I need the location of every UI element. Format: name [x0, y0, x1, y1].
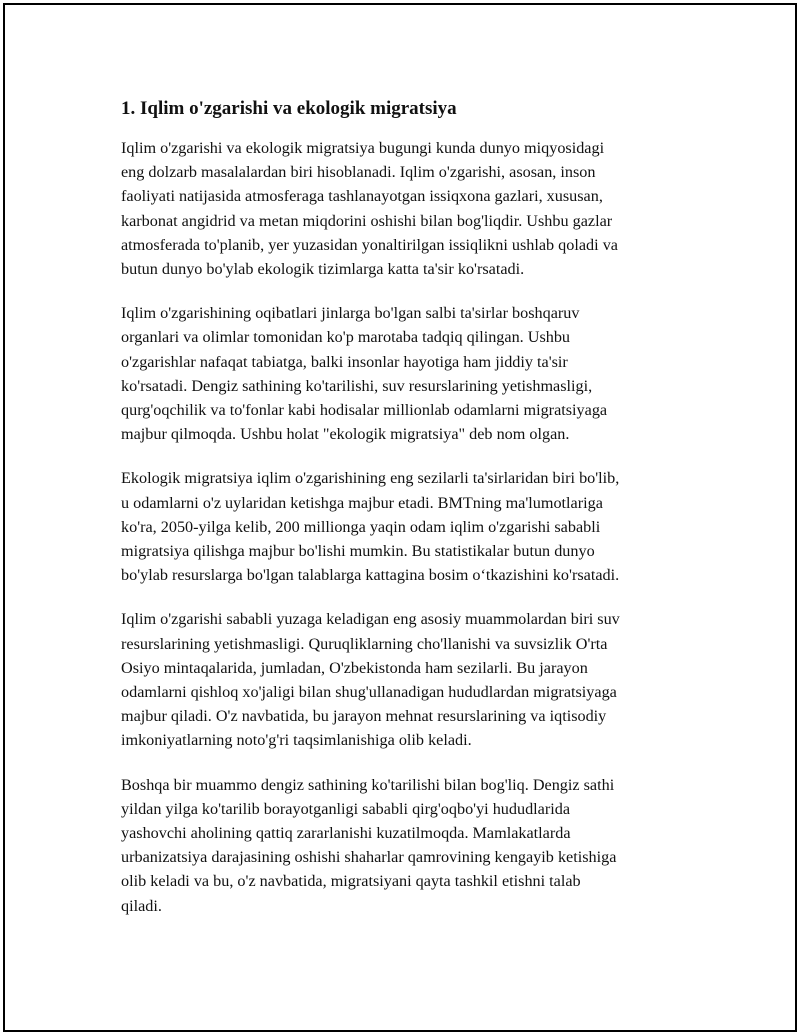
- paragraph-line: Iqlim o'zgarishi va ekologik migratsiya bugungi kunda dunyo miqyosidagi: [121, 139, 605, 157]
- paragraph-line: bo'ylab resurslarga bo'lgan talablarga kattagina bosim o‘tkazishini ko'rsatadi.: [121, 566, 620, 585]
- paragraph-line: Iqlim o'zgarishining oqibatlari jinlarga bo'lgan salbi ta'sirlar boshqaruv: [121, 304, 580, 323]
- paragraph-line: atmosferada to'planib, yer yuzasidan yonaltirilgan issiqlikni ushlab qoladi va: [121, 235, 618, 254]
- paragraph-1: [121, 136, 697, 281]
- paragraph-line: karbonat angidrid va metan miqdorini oshishi bilan bog'liqdir. Ushbu gazlar: [121, 211, 613, 230]
- paragraph-line: imkoniyatlarning noto'g'ri taqsimlanishiga olib keladi.: [121, 731, 472, 750]
- paragraph-line: Ekologik migratsiya iqlim o'zgarishining eng sezilarli ta'sirlaridan biri bo'lib,: [121, 469, 620, 488]
- paragraph-line: faoliyati natijasida atmosferaga tashlanayotgan issiqxona gazlari, xususan,: [121, 187, 603, 206]
- paragraph-line: olib keladi va bu, o'z navbatida, migratsiyani qayta tashkil etishni talab: [121, 872, 581, 891]
- paragraph-line: qurg'oqchilik va to'fonlar kabi hodisalar millionlab odamlarni migratsiyaga: [121, 401, 608, 420]
- paragraph-line: o'zgarishlar nafaqat tabiatga, balki insonlar hayotiga ham jiddiy ta'sir: [121, 352, 568, 371]
- paragraph-line: butun dunyo bo'ylab ekologik tizimlarga katta ta'sir ko'rsatadi.: [121, 260, 525, 279]
- paragraph-line: organlari va olimlar tomonidan ko'p marotaba tadqiq qilingan. Ushbu: [121, 328, 571, 347]
- paragraph-line: Osiyo mintaqalarida, jumladan, O'zbekistonda ham sezilarli. Bu jarayon: [121, 658, 588, 677]
- section-heading: 1. Iqlim o'zgarishi va ekologik migratsiya: [121, 98, 457, 119]
- document-body: [121, 96, 697, 938]
- paragraph-line: resurslarining yetishmasligi. Quruqliklarning cho'llanishi va suvsizlik O'rta: [121, 634, 608, 653]
- paragraph-line: migratsiya qilishga majbur bo'lishi mumkin. Bu statistikalar butun dunyo: [121, 542, 595, 561]
- paragraph-line: odamlarni qishloq xo'jaligi bilan shug'ullanadigan hududlardan migratsiyaga: [121, 683, 617, 702]
- paragraph-line: qiladi.: [121, 896, 162, 915]
- paragraph-line: u odamlarni o'z uylaridan ketishga majbur etadi. BMTning ma'lumotlariga: [121, 493, 603, 512]
- paragraph-line: majbur qilmoqda. Ushbu holat "ekologik migratsiya" deb nom olgan.: [121, 425, 570, 444]
- paragraph-line: ko'ra, 2050-yilga kelib, 200 millionga yaqin odam iqlim o'zgarishi sababli: [121, 517, 601, 536]
- paragraph-line: majbur qiladi. O'z navbatida, bu jarayon mehnat resurslarining va iqtisodiy: [121, 707, 607, 726]
- paragraph-line: eng dolzarb masalalardan biri hisoblanadi. Iqlim o'zgarishi, asosan, inson: [121, 163, 596, 182]
- paragraph-line: ko'rsatadi. Dengiz sathining ko'tarilishi, suv resurslarining yetishmasligi,: [121, 376, 593, 395]
- paragraph-line: yashovchi aholining qattiq zararlanishi kuzatilmoqda. Mamlakatlarda: [121, 824, 571, 843]
- paragraph-line: urbanizatsiya darajasining oshishi shaharlar qamrovining kengayib ketishiga: [121, 848, 617, 867]
- page-frame: [3, 3, 797, 1032]
- paragraph-line: Boshqa bir muammo dengiz sathining ko'tarilishi bilan bog'liq. Dengiz sathi: [121, 775, 615, 794]
- paragraph-line: yildan yilga ko'tarilib borayotganligi sababli qirg'oqbo'yi hududlarida: [121, 799, 571, 818]
- paragraph-2: [121, 301, 697, 446]
- paragraph-line: Iqlim o'zgarishi sababli yuzaga keladigan eng asosiy muammolardan biri suv: [121, 610, 620, 629]
- paragraph-5: [121, 773, 697, 918]
- paragraph-4: [121, 607, 697, 752]
- paragraph-3: [121, 466, 697, 587]
